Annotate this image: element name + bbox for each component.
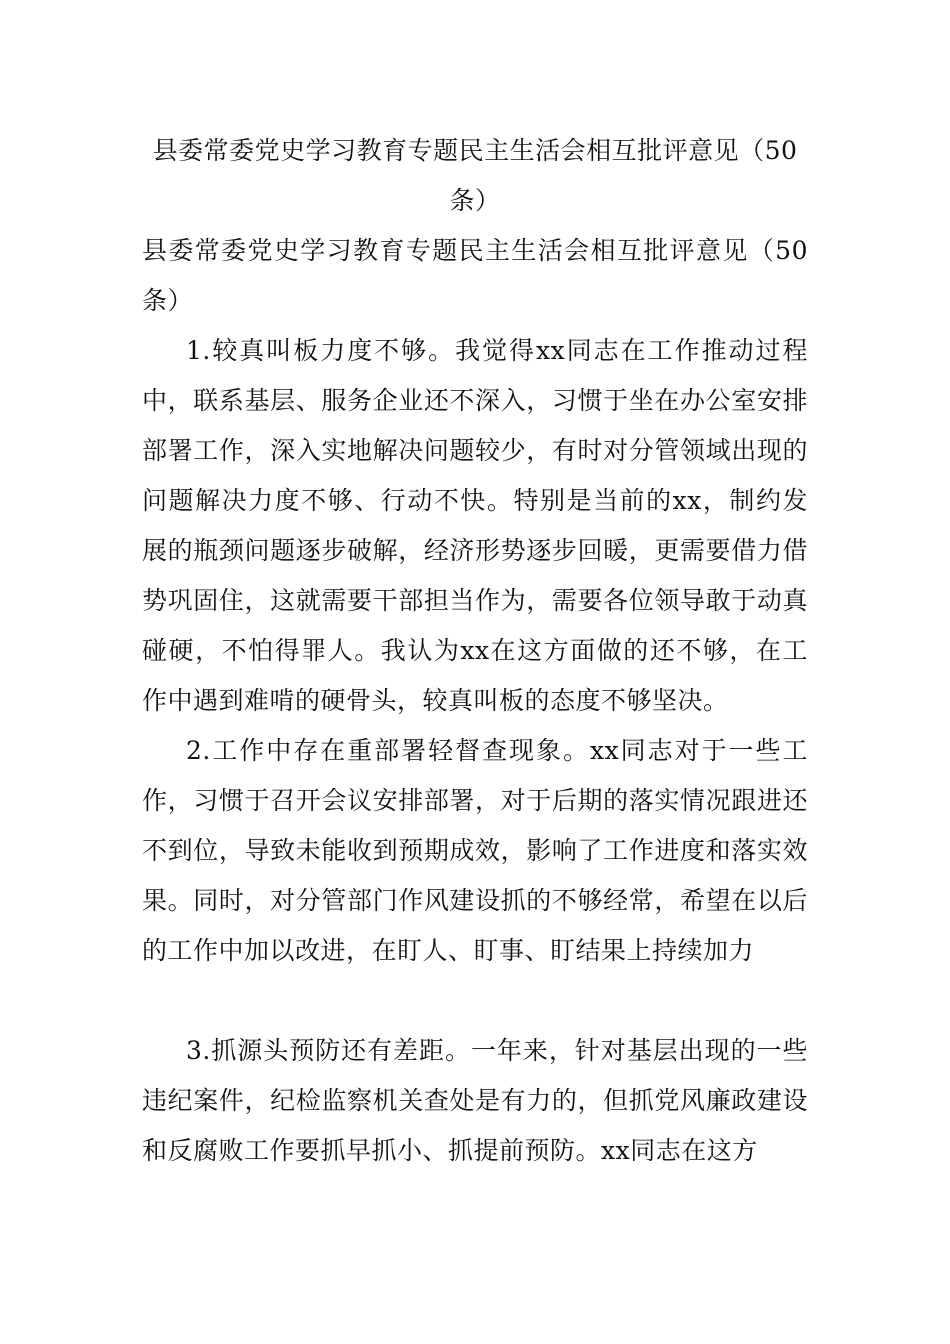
paragraph-2: 2.工作中存在重部署轻督查现象。xx同志对于一些工作，习惯于召开会议安排部署，对于后期的落实情况跟进还不到位，导致未能收到预期成效，影响了工作进度和落实效果。同时，对分管部门作风建设抓的不够经常，希望在以后的工作中加以改进，在盯人、盯事、盯结果上持续加力	[142, 736, 808, 965]
paragraph-3: 3.抓源头预防还有差距。一年来，针对基层出现的一些违纪案件，纪检监察机关查处是有力的，但抓党风廉政建设和反腐败工作要抓早抓小、抓提前预防。xx同志在这方	[142, 1036, 808, 1165]
document-body	[142, 226, 808, 1176]
paragraph-1: 1.较真叫板力度不够。我觉得xx同志在工作推动过程中，联系基层、服务企业还不深入，习惯于坐在办公室安排部署工作，深入实地解决问题较少，有时对分管领域出现的问题解决力度不够、行动不快。特别是当前的xx，制约发展的瓶颈问题逐步破解，经济形势逐步回暖，更需要借力借势巩固住，这就需要干部担当作为，需要各位领导敢于动真碰硬，不怕得罪人。我认为xx在这方面做的还不够，在工作中遇到难啃的硬骨头，较真叫板的态度不够坚决。	[142, 336, 808, 715]
repeated-title: 县委常委党史学习教育专题民主生活会相互批评意见（50条）	[142, 236, 808, 315]
blank-line	[142, 976, 808, 1026]
document-title: 县委常委党史学习教育专题民主生活会相互批评意见（50条）	[152, 136, 798, 215]
